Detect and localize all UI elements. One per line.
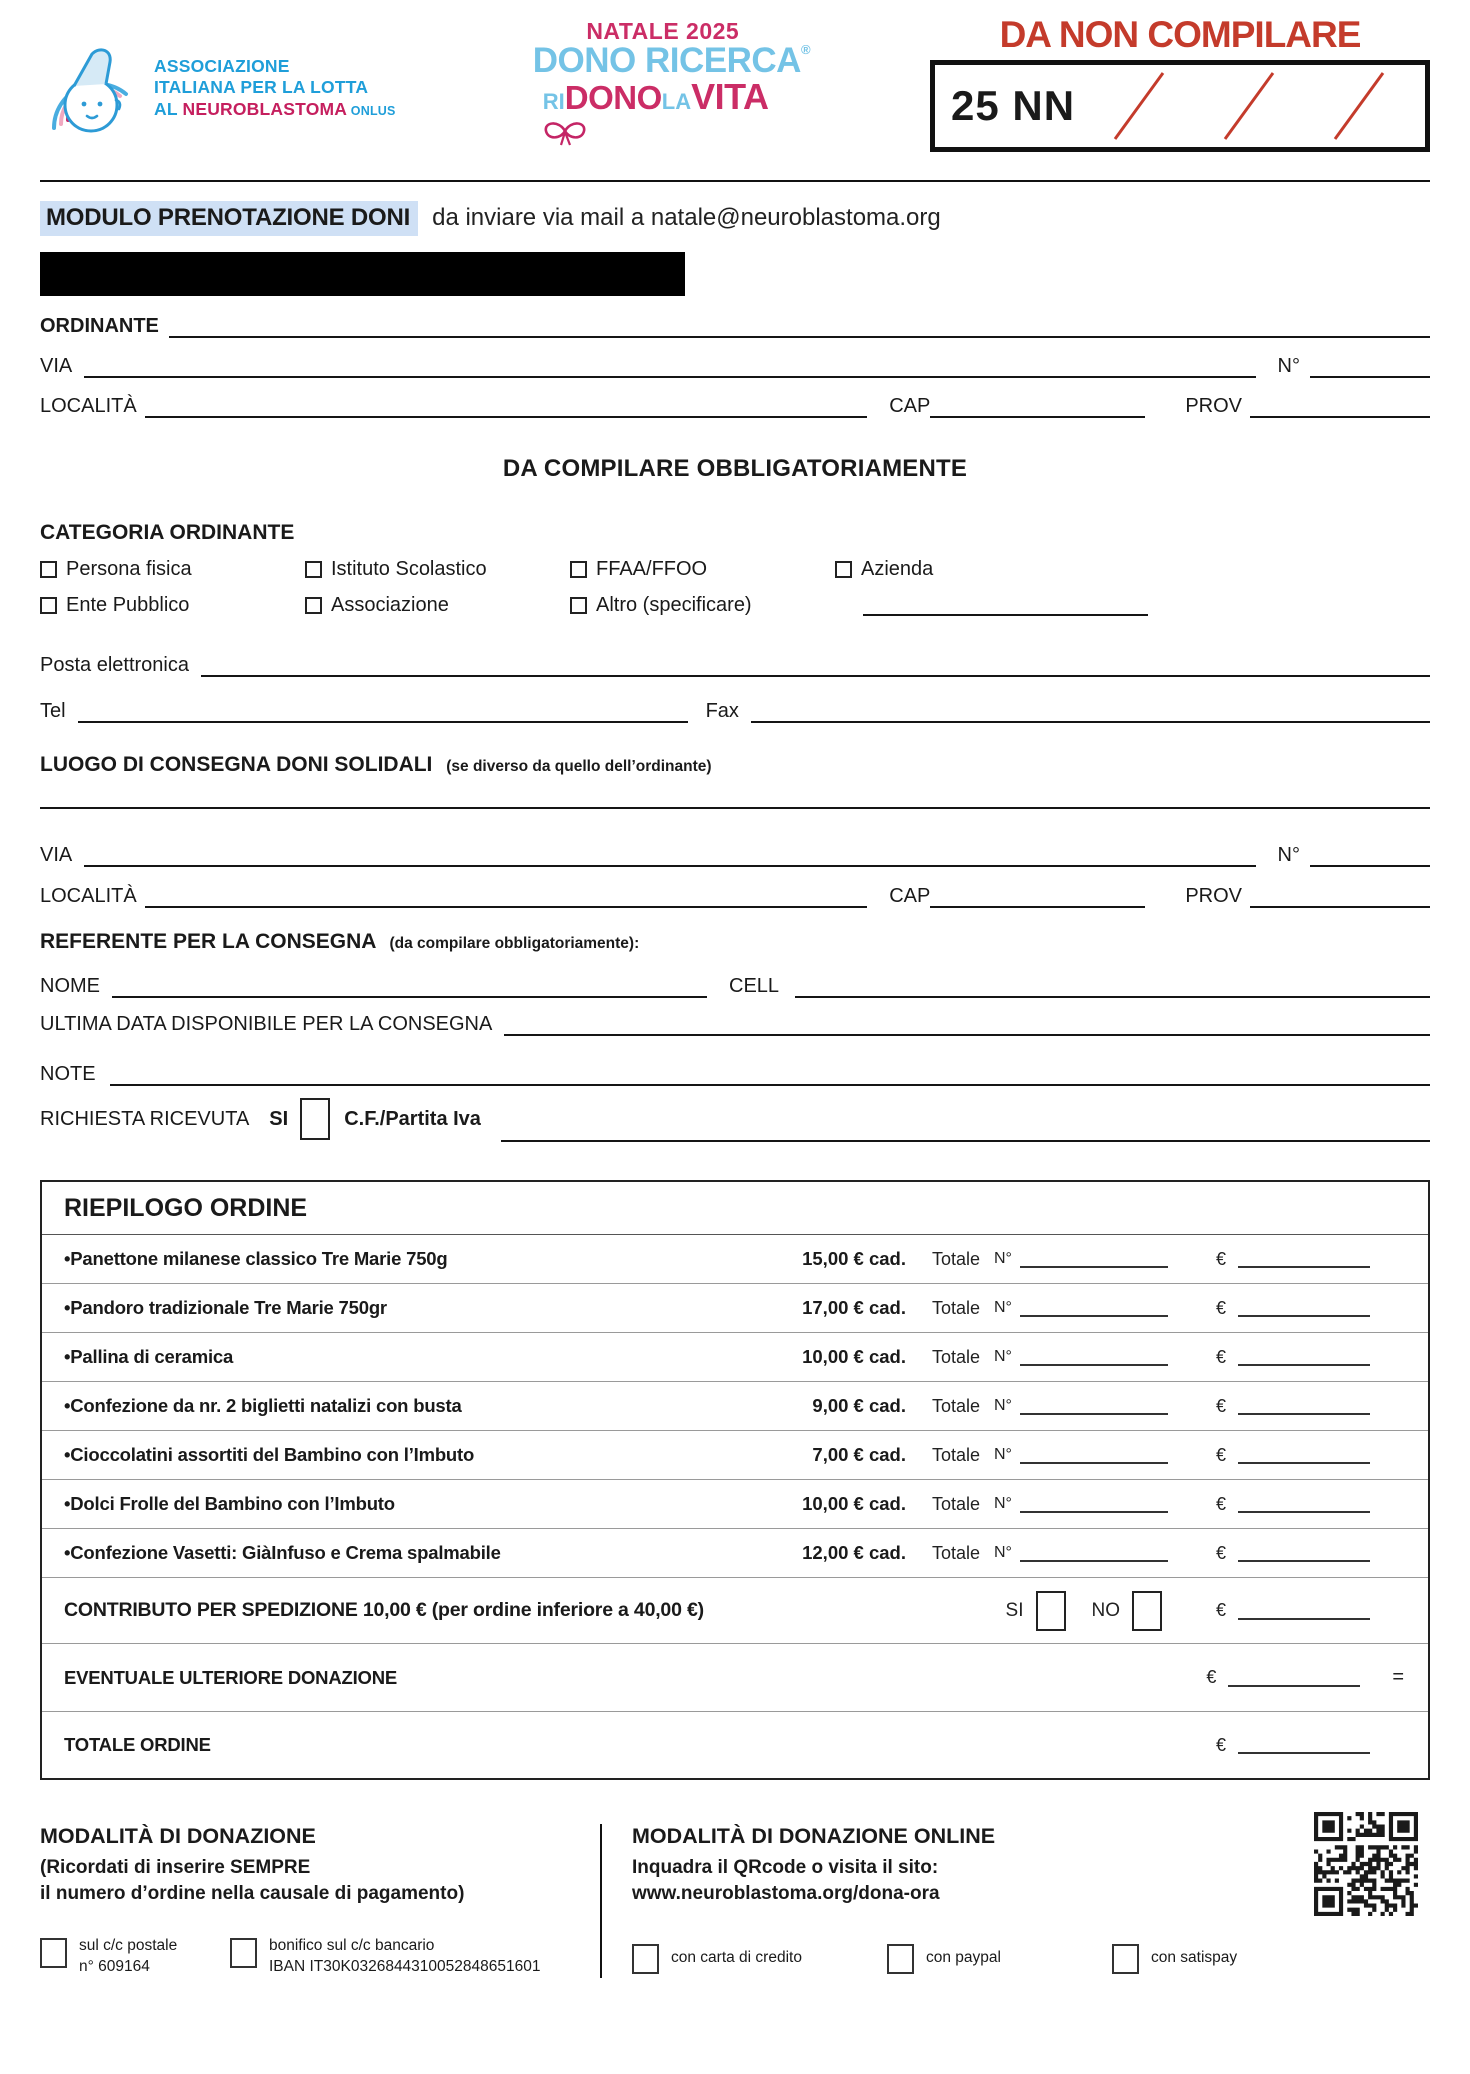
ordinante-field[interactable] [169,312,1430,338]
paypal-checkbox[interactable] [887,1944,914,1974]
ordinante-row [40,312,1430,338]
donation-amount-field[interactable] [1228,1669,1360,1687]
option-carta-credito: con carta di credito [632,1942,887,1974]
mandatory-heading: DA COMPILARE OBBLIGATORIAMENTE [502,455,968,482]
delivery-name-field[interactable] [40,807,1430,809]
last-date-label: ULTIMA DATA DISPONIBILE PER LA CONSEGNA [40,1013,493,1035]
campaign-natale: NATALE 2025 [586,18,740,44]
categoria-heading: CATEGORIA ORDINANTE [40,521,295,544]
option-altro: Altro (specificare) [570,594,835,617]
bonifico-checkbox[interactable] [230,1938,257,1968]
do-not-fill-label: DA NON COMPILARE [999,14,1361,55]
delivery-n-label: N° [1277,844,1300,866]
send-instruction: da inviare via mail a natale@neuroblastoma.org [432,204,941,231]
option-persona-fisica: Persona fisica [40,558,305,581]
delivery-prov-field[interactable] [1250,882,1430,908]
order-row-pallina: •Pallina di ceramica 10,00 € cad. Totale N° € [42,1333,1428,1382]
amount-field[interactable] [1238,1544,1370,1562]
total-amount-field[interactable] [1238,1736,1370,1754]
order-row-biglietti: •Confezione da nr. 2 biglietti natalizi con busta 9,00 € cad. Totale N° € [42,1382,1428,1431]
delivery-localita-label: LOCALITÀ [40,885,137,907]
amount-field[interactable] [1238,1495,1370,1513]
tel-label: Tel [40,700,66,722]
azienda-checkbox[interactable] [835,561,852,578]
ente-pubblico-checkbox[interactable] [40,597,57,614]
via-label: VIA [40,355,73,377]
redacted-bar [40,252,685,296]
receipt-si-checkbox[interactable] [300,1098,330,1140]
amount-field[interactable] [1238,1299,1370,1317]
title-row [40,200,1430,236]
note-label: NOTE [40,1063,96,1085]
receipt-row [40,1096,1430,1142]
delivery-prov-label: PROV [1185,885,1242,907]
note-field[interactable] [110,1060,1430,1086]
payment-online-options [632,1942,1430,1974]
ordinante-label: ORDINANTE [40,315,159,337]
equals-sign: = [1392,1666,1404,1688]
tel-field[interactable] [78,697,688,723]
option-istituto-scolastico: Istituto Scolastico [305,558,570,581]
referent-heading-note: (da compilare obbligatoriamente): [389,935,640,952]
prov-field[interactable] [1250,392,1430,418]
order-row-frolle: •Dolci Frolle del Bambino con l’Imbuto 10,00 € cad. Totale N° € [42,1480,1428,1529]
payment-online-column [600,1824,1430,1978]
option-ffaa-ffoo: FFAA/FFOO [570,558,835,581]
delivery-n-field[interactable] [1310,841,1430,867]
receipt-label: RICHIESTA RICEVUTA [40,1107,250,1130]
qty-field[interactable] [1020,1397,1168,1415]
carta-credito-checkbox[interactable] [632,1944,659,1974]
shipping-no-checkbox[interactable] [1132,1591,1162,1631]
bow-icon [539,118,591,148]
order-row-cioccolatini: •Cioccolatini assortiti del Bambino con l’Imbuto 7,00 € cad. Totale N° € [42,1431,1428,1480]
payment-offline-column [40,1824,600,1978]
order-total-row: TOTALE ORDINE € [42,1712,1428,1778]
email-field[interactable] [201,651,1430,677]
association-child-logo-icon [40,32,140,144]
payment-offline-heading: MODALITÀ DI DONAZIONE [40,1824,316,1848]
delivery-cap-label: CAP [889,885,931,907]
order-number-code: 25 NN [951,82,1076,129]
qty-field[interactable] [1020,1446,1168,1464]
association-name: ASSOCIAZIONE ITALIANA PER LA LOTTA AL NEUROBLASTOMA ONLUS [154,55,396,119]
localita-label: LOCALITÀ [40,395,137,417]
nome-cell-row [40,972,1430,998]
delivery-heading-note: (se diverso da quello dell’ordinante) [446,758,712,775]
localita-row [40,392,1430,418]
option-azienda: Azienda [835,558,933,581]
delivery-via-row [40,841,1430,867]
qr-code [1314,1812,1418,1916]
order-row-pandoro: •Pandoro tradizionale Tre Marie 750gr 17,00 € cad. Totale N° € [42,1284,1428,1333]
categoria-row-2 [40,594,1430,617]
delivery-cap-field[interactable] [930,882,1145,908]
payment-section [40,1824,1430,1978]
qty-field[interactable] [1020,1495,1168,1513]
qty-field[interactable] [1020,1348,1168,1366]
fax-label: Fax [705,700,739,722]
amount-field[interactable] [1238,1397,1370,1415]
option-satispay: con satispay [1112,1942,1237,1974]
nome-label: NOME [40,975,100,997]
tel-fax-row [40,697,1430,723]
slash-marks-icon [1085,65,1415,147]
payment-online-note: Inquadra il QRcode o visita il sito: www.neuroblastoma.org/dona-ora [632,1855,1430,1906]
option-associazione: Associazione [305,594,570,617]
cf-field[interactable] [501,1116,1430,1142]
shipping-amount-field[interactable] [1238,1602,1370,1620]
delivery-localita-row [40,882,1430,908]
localita-field[interactable] [145,392,867,418]
donation-row: EVENTUALE ULTERIORE DONAZIONE € = [42,1644,1428,1712]
order-summary-table [40,1180,1430,1780]
shipping-si-checkbox[interactable] [1036,1591,1066,1631]
payment-offline-options [40,1936,600,1978]
amount-field[interactable] [1238,1348,1370,1366]
n-field[interactable] [1310,352,1430,378]
cap-field[interactable] [930,392,1145,418]
persona-fisica-checkbox[interactable] [40,561,57,578]
satispay-checkbox[interactable] [1112,1944,1139,1974]
receipt-si-label: SI [269,1107,289,1130]
option-paypal: con paypal [887,1942,1112,1974]
cap-label: CAP [889,395,931,417]
categoria-row-1 [40,558,1430,581]
payment-offline-note: (Ricordati di inserire SEMPRE il numero d’ordine nella causale di pagamento) [40,1857,465,1904]
via-row [40,352,1430,378]
campaign-logo [532,14,811,152]
header [40,0,1430,182]
cf-label: C.F./Partita Iva [344,1107,481,1130]
cell-field[interactable] [795,972,1430,998]
delivery-localita-field[interactable] [145,882,867,908]
qty-field[interactable] [1020,1250,1168,1268]
last-date-field[interactable] [504,1010,1430,1036]
shipping-si-no: SI NO [1006,1591,1162,1631]
qty-field[interactable] [1020,1299,1168,1317]
istituto-scolastico-checkbox[interactable] [305,561,322,578]
n-label: N° [1277,355,1300,377]
via-field[interactable] [84,352,1255,378]
campaign-ridono-la-vita: RIDONOLAVITA [542,76,769,118]
cell-label: CELL [729,975,780,997]
altro-checkbox[interactable] [570,597,587,614]
association-logo-block [40,14,396,144]
qty-field[interactable] [1020,1544,1168,1562]
option-ente-pubblico: Ente Pubblico [40,594,305,617]
prov-label: PROV [1185,395,1242,417]
amount-field[interactable] [1238,1446,1370,1464]
shipping-row: CONTRIBUTO PER SPEDIZIONE 10,00 € (per ordine inferiore a 40,00 €) SI NO € [42,1578,1428,1644]
fax-field[interactable] [751,697,1430,723]
ffaa-ffoo-checkbox[interactable] [570,561,587,578]
order-summary-title: RIEPILOGO ORDINE [42,1182,1428,1235]
do-not-fill-block [930,14,1430,152]
delivery-via-field[interactable] [84,841,1255,867]
note-row [40,1060,1430,1086]
last-date-row [40,1010,1430,1036]
order-row-vasetti: •Confezione Vasetti: GiàInfuso e Crema spalmabile 12,00 € cad. Totale N° € [42,1529,1428,1578]
email-label: Posta elettronica [40,654,189,676]
campaign-dono-ricerca: DONO RICERCA® [532,41,811,81]
delivery-heading-row [40,753,1430,777]
altro-specify-field[interactable] [863,596,1148,616]
email-row [40,651,1430,677]
nome-field[interactable] [112,972,707,998]
order-row-panettone: •Panettone milanese classico Tre Marie 750g 15,00 € cad. Totale N° € [42,1235,1428,1284]
referent-heading-row [40,930,1430,954]
module-title: MODULO PRENOTAZIONE DONI [40,201,418,236]
amount-field[interactable] [1238,1250,1370,1268]
referent-heading: REFERENTE PER LA CONSEGNA [40,930,376,953]
order-number-box [930,60,1430,152]
delivery-heading: LUOGO DI CONSEGNA DONI SOLIDALI [40,753,433,776]
associazione-checkbox[interactable] [305,597,322,614]
donation-url: www.neuroblastoma.org/dona-ora [632,1882,940,1904]
payment-online-heading: MODALITÀ DI DONAZIONE ONLINE [632,1824,996,1848]
cc-postale-checkbox[interactable] [40,1938,67,1968]
delivery-via-label: VIA [40,844,73,866]
option-cc-postale: sul c/c postale n° 609164 [40,1936,230,1978]
option-bonifico: bonifico sul c/c bancario IBAN IT30K0326844310052848651601 [230,1936,541,1978]
